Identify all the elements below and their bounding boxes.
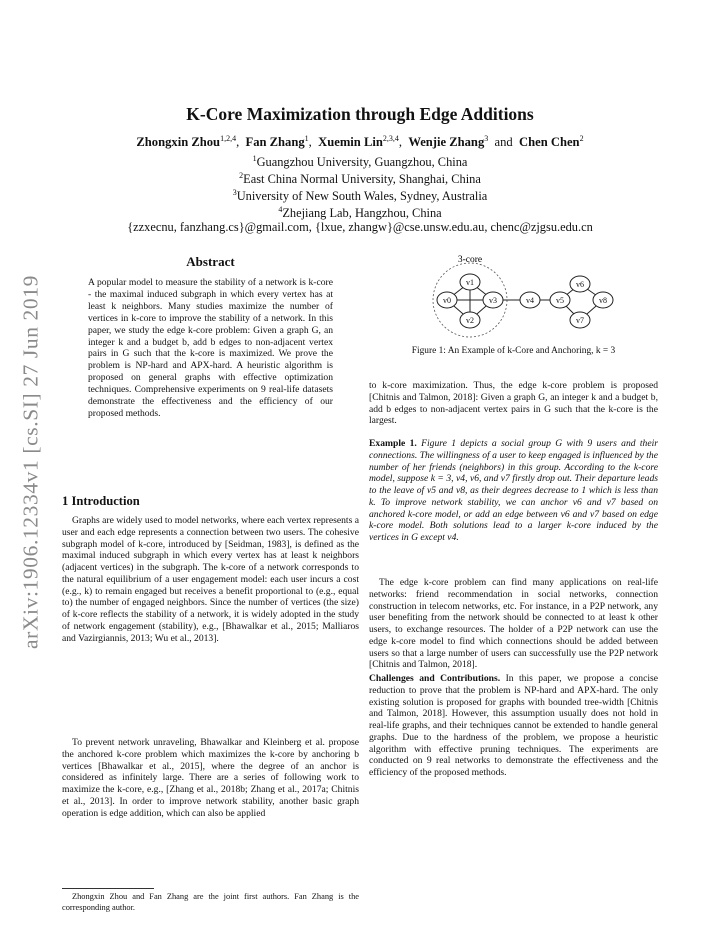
node-label: v3 bbox=[489, 296, 497, 305]
contributions-label: Challenges and Contributions. bbox=[369, 673, 501, 684]
example-label: Example 1. bbox=[369, 438, 417, 449]
node-label: v7 bbox=[576, 316, 584, 325]
affiliation: $^4$Zhejiang Lab, Hangzhou, China bbox=[278, 205, 442, 221]
arxiv-identifier bbox=[16, 262, 46, 662]
arxiv-identifier-text: arXiv:1906.12334v1 [cs.SI] 27 Jun 2019 bbox=[18, 275, 43, 649]
email-addresses: {zzxecnu, fanzhang.cs}@gmail.com, {lxue, zhangw}@cse.unsw.edu.au, chenc@zjgsu.edu.cn bbox=[127, 220, 593, 234]
author-name: Fan Zhang bbox=[245, 135, 305, 150]
footnote-rule bbox=[62, 888, 154, 889]
paper-title: K-Core Maximization through Edge Additions bbox=[186, 104, 534, 124]
node-label: v4 bbox=[526, 296, 534, 305]
intro-paragraph-2: To prevent network unraveling, Bhawalkar and Kleinberg et al. propose the anchored k-core problem which maximizes the k-core by anchoring b vertices [Bhawalkar et al., 2015], where the degree of an anchor is considered as infinitely large. There are a series of following work to maximize the k-core, e.g., [Zhang et al., 2018b; Zhang et al., 2017a; Chitnis et al., 2013]. In order to improve network stability, another basic graph operation is edge addition, which can also be applied bbox=[62, 737, 359, 819]
intro-paragraph-1: Graphs are widely used to model networks, where each vertex represents a user and each edge represents a connection between two users. The cohesive subgraph model of k-core, introduced by [Seidman, 1983], is defined as the maximal induced subgraph in which every vertex has at least k neighbors (adjacent vertices) in the subgraph. The k-core of a network corresponds to the natural equilibrium of a user engagement model: each user incurs a cost (e.g., k) to remain engaged but receives a benefit proportional to (e.g., equal to) the number of engaged neighbors. Since the number of vertices (the size) of k-core reflects the stability of a network, it is widely adopted in the study of network engagement (stability), e.g., [Bhawalkar et al., 2015; Malliaros and Vazirgiannis, 2013; Wu et al., 2013]. bbox=[62, 515, 359, 644]
node-label: v1 bbox=[466, 278, 474, 287]
right-paragraph-2: The edge k-core problem can find many applications on real-life networks: friend recommendation in social networks, connection construction in telecom networks, etc. For instance, in a P2P network, any user benefiting from the network should be connected to at least k other users, to exchange resources. The holder of a P2P network can use the edge k-core model to find which connections should be added between users so that a large number of users can successfully use the P2P network [Chitnis and Talmon, 2018]. bbox=[369, 577, 658, 671]
figure-caption: Figure 1: An Example of k-Core and Anchoring, k = 3 bbox=[411, 346, 616, 356]
node-label: v0 bbox=[443, 296, 451, 305]
right-paragraph-1: to k-core maximization. Thus, the edge k-core problem is proposed [Chitnis and Talmon, 2018]: Given a graph G, an integer k and a budget b, add b edges to non-adjacent vertex pairs in G such that the k-core is the largest. bbox=[369, 380, 658, 427]
contributions-text: In this paper, we propose a concise reduction to prove that the problem is NP-hard and APX-hard. The only existing solution is proposed for graphs with bounded tree-width [Chitnis and Talmon, 2018]. However, this assumption usually does not hold in real-life graphs, and their techniques cannot be extended to handle general graphs. Due to the hardness of the problem, we propose a heuristic algorithm with effective pruning techniques. The experiments are conducted on 9 real networks to demonstrate the effectiveness and the efficiency of the proposed methods. bbox=[369, 673, 658, 778]
node-label: v8 bbox=[599, 296, 607, 305]
author-name: Zhongxin Zhou bbox=[136, 135, 221, 150]
affiliation: $^1$Guangzhou University, Guangzhou, China bbox=[252, 154, 468, 170]
abstract-text: A popular model to measure the stability of a network is k-core - the maximal induced subgraph in which every vertex has at least k neighbors. Many studies maximize the number of vertices in k-core to improve the stability of a network. In this paper, we study the edge k-core problem: Given a graph G, an integer k and a budget b, add b edges to non-adjacent vertex pairs in G such that the k-core is maximized. We prove the problem is NP-hard and APX-hard. A heuristic algorithm is proposed on general graphs with effective optimization techniques. Comprehensive experiments on 9 real-life datasets demonstrate the effectiveness and the efficiency of our proposed methods. bbox=[88, 277, 333, 419]
example-text: Figure 1 depicts a social group G with 9 users and their connections. The willingness of a user to keep engaged is influenced by the number of her friends (neighbors) in this group. According to the k-core model, suppose k = 3, v4, v6, and v7 firstly drop out. Their departure leads to the leave of v5 and v8, as their degrees decrease to 1 which is less than k. To improve network stability, we can anchor v6 and v7 based on anchored k-core model, or add an edge between v6 and v7 based on edge k-core model. Both solutions lead to a larger k-core induced by the vertices in G except v4. bbox=[369, 438, 659, 543]
contributions-block bbox=[369, 673, 658, 779]
author-name: Xuemin Lin bbox=[318, 135, 383, 150]
affiliation: $^3$University of New South Wales, Sydney, Australia bbox=[232, 188, 488, 204]
node-label: v6 bbox=[576, 280, 584, 289]
node-label: v5 bbox=[556, 296, 564, 305]
node-label: v2 bbox=[466, 316, 474, 325]
example-block bbox=[369, 438, 658, 544]
footnote: Zhongxin Zhou and Fan Zhang are the joint first authors. Fan Zhang is the corresponding author. bbox=[62, 892, 359, 912]
affiliation: $^2$East China Normal University, Shanghai, China bbox=[239, 171, 481, 187]
author-name: Wenjie Zhang bbox=[408, 135, 485, 150]
core-label: 3-core bbox=[457, 255, 483, 265]
figure-graph bbox=[395, 252, 665, 338]
abstract-heading: Abstract bbox=[186, 254, 235, 269]
author-list: Zhongxin Zhou$^{1,2,4}$, Fan Zhang$^1$, Xuemin Lin$^{2,3,4}$, Wenjie Zhang$^3$ and Chen Chen$^2$ bbox=[136, 134, 584, 150]
author-name: Chen Chen bbox=[519, 135, 580, 150]
section-heading: 1 Introduction bbox=[62, 494, 140, 508]
